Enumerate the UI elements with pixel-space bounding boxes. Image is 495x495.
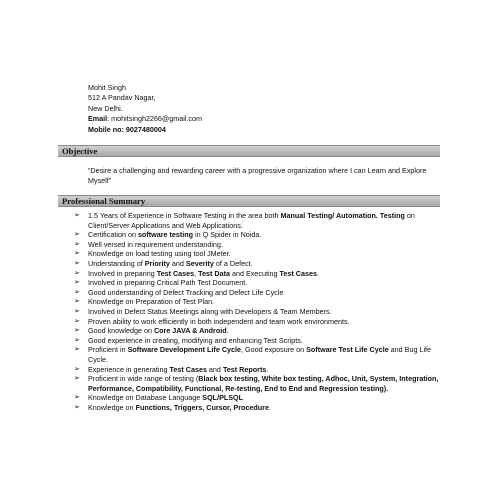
summary-item-text: . — [226, 326, 229, 336]
summary-item — [74, 249, 444, 259]
summary-item — [74, 374, 444, 393]
arrow-bullet-icon: ➢ — [74, 307, 80, 315]
summary-item-text: Software Test Life Cycle — [306, 345, 389, 355]
summary-item-text: Certification on — [88, 230, 138, 240]
summary-item — [74, 336, 444, 346]
summary-item-text: Test Cases — [156, 268, 195, 278]
summary-item-text: in Q Spider in Noida. — [193, 230, 262, 240]
summary-item — [74, 403, 444, 413]
contact-mobile-value: : 9027480004 — [121, 124, 166, 134]
arrow-bullet-icon: ➢ — [74, 279, 80, 287]
summary-item — [74, 297, 444, 307]
summary-item — [74, 317, 444, 327]
summary-item-text: Test Data — [198, 268, 230, 278]
summary-item — [74, 269, 444, 279]
arrow-bullet-icon: ➢ — [74, 336, 80, 344]
summary-item-text: of a Defect. — [213, 258, 253, 268]
summary-item-text: Involved in Defect Status Meetings along with Developers & Team Members. — [88, 306, 332, 316]
arrow-bullet-icon: ➢ — [74, 403, 80, 411]
arrow-bullet-icon: ➢ — [74, 375, 80, 383]
summary-item-text: Test Cases — [279, 268, 317, 278]
contact-email-value: : mohitsingh2266@gmail.com — [107, 114, 202, 124]
summary-item-text: Core JAVA & Android — [153, 326, 227, 336]
summary-item-text: . — [316, 268, 319, 278]
arrow-bullet-icon: ➢ — [74, 250, 80, 258]
arrow-bullet-icon: ➢ — [74, 394, 80, 402]
summary-item-text: , Good exposure on — [241, 345, 307, 355]
objective-heading-bar — [58, 145, 440, 157]
summary-item-text: Black box testing, White box testing, Adhoc, Unit, System, Integration, Performance, Compatibility, Functional, Re-testing, End to End and Regression testing). — [88, 374, 439, 393]
contact-mobile-label: Mobile no — [88, 124, 122, 134]
contact-address-line2: New Delhi. — [88, 103, 123, 113]
arrow-bullet-icon: ➢ — [74, 212, 80, 219]
summary-item-text: Good understanding of Defect Tracking and Defect Life Cycle — [88, 287, 284, 297]
summary-item-text: Test Cases — [169, 364, 207, 374]
summary-item-text: Proficient in — [88, 345, 128, 355]
summary-item-text: Manual Testing/ Automation. Testing — [280, 211, 405, 220]
summary-item-text: , — [194, 268, 199, 278]
summary-item-text: Experience in generating — [88, 364, 170, 374]
contact-address-line1: 512 A Pandav Nagar, — [88, 93, 156, 103]
summary-item — [74, 307, 444, 317]
summary-item-text: Test Reports — [222, 364, 267, 374]
arrow-bullet-icon: ➢ — [74, 346, 80, 354]
summary-item-text: Software Development Life Cycle — [127, 345, 241, 355]
summary-item-text: Severity — [185, 258, 214, 268]
summary-item-text: . — [268, 402, 271, 412]
arrow-bullet-icon: ➢ — [74, 231, 80, 239]
contact-mobile-row — [88, 125, 202, 135]
summary-list — [74, 211, 444, 412]
contact-name: Mohit Singh — [88, 83, 126, 92]
summary-item-text: Good knowledge on — [88, 326, 154, 336]
summary-item-text: Involved in preparing — [88, 268, 157, 278]
summary-item-text: Understanding of — [88, 258, 145, 268]
summary-item — [74, 288, 444, 298]
summary-item-text: Knowledge on load testing using tool JMeter. — [88, 249, 231, 259]
arrow-bullet-icon: ➢ — [74, 317, 80, 325]
objective-text: “Desire a challenging and rewarding career with a progressive organization where I can Learn and Explore Myself” — [88, 166, 427, 186]
summary-item-text: Knowledge on Database Language — [88, 393, 203, 403]
summary-item — [74, 345, 444, 364]
summary-item — [74, 326, 444, 336]
contact-block — [88, 83, 202, 135]
summary-item-text: Functions, Triggers, Cursor, Procedure — [135, 402, 269, 412]
summary-item — [74, 393, 444, 403]
arrow-bullet-icon: ➢ — [74, 259, 80, 267]
summary-item-text: Knowledge on — [88, 402, 136, 412]
summary-item-text: and — [169, 258, 186, 268]
summary-item — [74, 230, 444, 240]
summary-item-text: Good experience in creating, modifying and enhancing Test Scripts. — [88, 335, 303, 345]
arrow-bullet-icon: ➢ — [74, 365, 80, 373]
summary-item-text: Involved in preparing Critical Path Test Document. — [88, 278, 248, 288]
arrow-bullet-icon: ➢ — [74, 298, 80, 306]
summary-item-text: Well versed in requirement understanding. — [88, 239, 223, 249]
arrow-bullet-icon: ➢ — [74, 327, 80, 335]
summary-item-text: software testing — [137, 230, 194, 240]
contact-email-label: Email — [88, 114, 108, 124]
arrow-bullet-icon: ➢ — [74, 240, 80, 248]
arrow-bullet-icon: ➢ — [74, 269, 80, 277]
summary-item-text: on Client/Server Applications and Web Applications. — [88, 211, 415, 230]
summary-item — [74, 259, 444, 269]
summary-item-text: . — [266, 364, 269, 374]
summary-item — [74, 211, 444, 230]
summary-item — [74, 278, 444, 288]
summary-item-text: and Bug Life Cycle. — [88, 345, 432, 364]
summary-heading-bar — [58, 195, 440, 207]
summary-item-text: and Executing — [229, 268, 280, 278]
summary-item-text: Proficient in wide range of testing ( — [88, 374, 199, 384]
objective-heading: Objective — [62, 146, 98, 156]
summary-item — [74, 365, 444, 375]
summary-item-text: Priority — [144, 258, 170, 268]
summary-item-text: Proven ability to work efficiently in both independent and team work environments. — [88, 316, 350, 326]
summary-heading: Professional Summary — [62, 196, 146, 206]
arrow-bullet-icon: ➢ — [74, 288, 80, 296]
summary-item-text: and — [206, 364, 223, 374]
contact-email-row — [88, 114, 202, 124]
summary-item-text: 1.5 Years of Experience in Software Testing in the area both — [88, 211, 281, 220]
summary-item-text: SQL/PLSQL — [202, 393, 244, 403]
summary-item-text: Knowledge on Preparation of Test Plan. — [88, 297, 215, 307]
summary-item — [74, 240, 444, 250]
